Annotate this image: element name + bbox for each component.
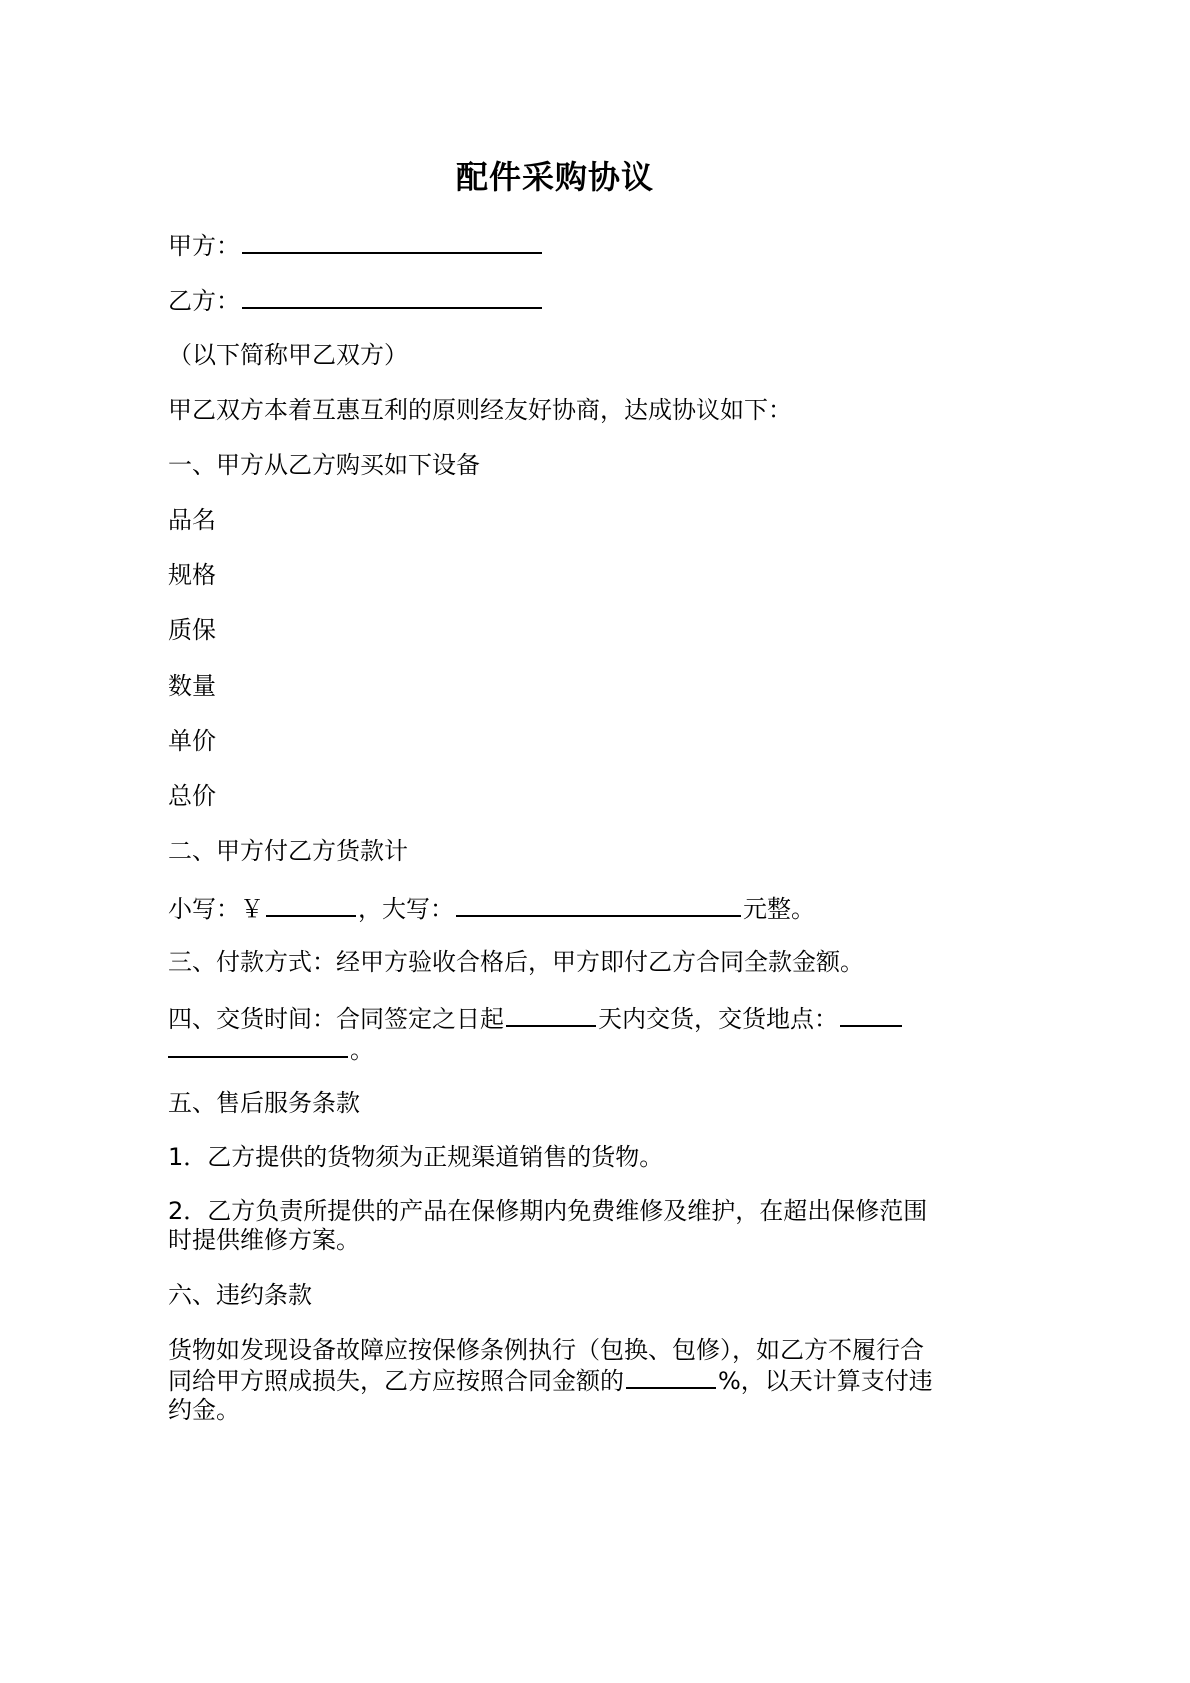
section4-delivery-line2 xyxy=(168,1034,374,1064)
party-b-label: 乙方： xyxy=(168,287,240,315)
section2-heading: 二、甲方付乙方货款计 xyxy=(168,837,408,865)
delivery-prefix: 四、交货时间：合同签定之日起 xyxy=(168,1005,504,1033)
field-warranty: 质保 xyxy=(168,616,216,644)
field-unit-price: 单价 xyxy=(168,727,216,755)
section1-heading: 一、甲方从乙方购买如下设备 xyxy=(168,451,480,479)
preamble: 甲乙双方本着互惠互利的原则经友好协商，达成协议如下： xyxy=(168,396,792,424)
party-b-line xyxy=(168,285,544,315)
penalty-text-before: 货物如发现设备故障应按保修条例执行（包换、包修），如乙方不履行合同给甲方照成损失，乙方应按照合同金额的 xyxy=(168,1336,924,1395)
party-b-blank[interactable] xyxy=(242,285,542,309)
amount-big-label: ，大写： xyxy=(358,895,454,923)
delivery-suffix: 。 xyxy=(350,1036,374,1064)
section5-heading: 五、售后服务条款 xyxy=(168,1089,360,1117)
field-total-price: 总价 xyxy=(168,782,216,810)
field-specification: 规格 xyxy=(168,561,216,589)
abbrev-note: （以下简称甲乙双方） xyxy=(168,341,408,369)
section2-amount-line xyxy=(168,893,815,923)
penalty-percent-blank[interactable] xyxy=(626,1365,716,1389)
section5-item2: 2．乙方负责所提供的产品在保修期内免费维修及维护，在超出保修范围时提供维修方案。 xyxy=(168,1197,928,1254)
document-title: 配件采购协议 xyxy=(455,158,654,196)
amount-big-blank[interactable] xyxy=(456,893,741,917)
field-quantity: 数量 xyxy=(168,672,216,700)
field-product-name: 品名 xyxy=(168,506,216,534)
amount-suffix: 元整。 xyxy=(743,895,815,923)
amount-small-blank[interactable] xyxy=(266,893,356,917)
penalty-text-after: %，以天计算支付违约金。 xyxy=(168,1367,933,1424)
party-a-blank[interactable] xyxy=(242,230,542,254)
section3-payment: 三、付款方式：经甲方验收合格后，甲方即付乙方合同全款金额。 xyxy=(168,948,864,976)
amount-small-label: 小写：￥ xyxy=(168,895,264,923)
section4-delivery-line1 xyxy=(168,1003,904,1033)
section5-item1: 1．乙方提供的货物须为正规渠道销售的货物。 xyxy=(168,1143,664,1171)
delivery-days-blank[interactable] xyxy=(506,1003,596,1027)
section6-heading: 六、违约条款 xyxy=(168,1281,312,1309)
delivery-location-blank-1[interactable] xyxy=(840,1003,902,1027)
party-a-label: 甲方： xyxy=(168,232,240,260)
section6-text xyxy=(168,1336,944,1425)
delivery-location-blank-2[interactable] xyxy=(168,1034,348,1058)
party-a-line xyxy=(168,230,544,260)
delivery-middle: 天内交货，交货地点： xyxy=(598,1005,838,1033)
